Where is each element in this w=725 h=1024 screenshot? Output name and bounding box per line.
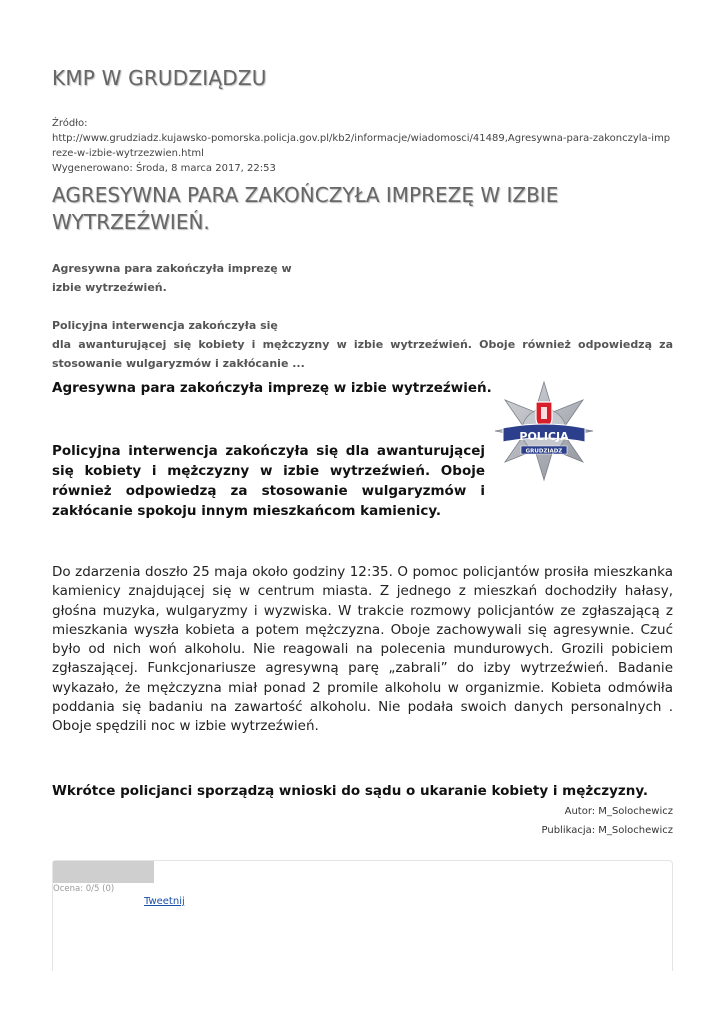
tweet-link[interactable]: Tweetnij [144,896,185,907]
intro-summary-2-first-line: Policyjna interwencja zakończyła się [52,319,278,332]
social-widget [52,860,673,971]
rating-stars-bar[interactable] [53,861,154,883]
badge-text-sub: GRUDZIĄDZ [525,448,563,455]
article-title: AGRESYWNA PARA ZAKOŃCZYŁA IMPREZĘ W IZBIE WYTRZEŹWIEŃ. [52,183,559,234]
badge-text-main: POLICJA [519,430,569,443]
article-body: Do zdarzenia doszło 25 maja około godziny 12:35. O pomoc policjantów prosiła mieszkanka kamienicy znajdującej się w centrum miasta. Z jednego z mieszkań dochodziły hałasy, głośna muzyka, wulgaryzmy i wyzwiska. W trakcie rozmowy policjantów ze zgłaszającą z mieszkania wyszła kobieta a potem mężczyzna. Oboje zachowywali się agresywnie. Czuć było od nich woń alkoholu. Nie reagowali na polecenia mundurowych. Grozili pobiciem zgłaszającej. Funkcjonariusze agresywną parę „zabrali” do izby wytrzeźwień. Badanie wykazało, że mężczyzna miał ponad 2 promile alkoholu w organizmie. Kobieta odmówiła poddania się badaniu na zawartość alkoholu. Nie podała swoich danych personalnych . Oboje spędzili noc w izbie wytrzeźwień. [52,564,673,735]
document-meta [52,116,673,176]
source-url: http://www.grudziadz.kujawsko-pomorska.policja.gov.pl/kb2/informacje/wiadomosci/41489,Agresywna-para-zakonczyla-impreze-w-izbie-wytrzezwien.html [52,133,671,159]
closing-statement: Wkrótce policjanci sporządzą wnioski do sądu o ukaranie kobiety i mężczyzny. [52,783,649,799]
intro-summary-1: Agresywna para zakończyła imprezę w izbie wytrzeźwień. [52,262,292,294]
source-label: Źródło: [52,118,88,129]
intro-summary-2 [52,316,673,373]
publication-credit: Publikacja: M_Solochewicz [541,825,673,836]
rating-text: Ocena: 0/5 (0) [53,884,115,894]
intro-summary-2-rest: dla awanturującej się kobiety i mężczyzny w izbie wytrzeźwień. Oboje również odpowiedzą za stosowanie wulgaryzmów i zakłócanie ... [52,338,673,370]
author-credit: Autor: M_Solochewicz [564,806,673,817]
generated-date: Wygenerowano: Środa, 8 marca 2017, 22:53 [52,163,276,174]
police-star-badge-icon [493,380,595,482]
site-title: KMP W GRUDZIĄDZU [52,66,267,90]
lead-paragraph: Policyjna interwencja zakończyła się dla awanturującej się kobiety i mężczyzny w izbie wytrzeźwień. Oboje również odpowiedzą za stosowanie wulgaryzmów i zakłócanie spokoju innym mieszkańcom kamienicy. [52,443,485,519]
lead-heading: Agresywna para zakończyła imprezę w izbie wytrzeźwień. [52,380,492,396]
